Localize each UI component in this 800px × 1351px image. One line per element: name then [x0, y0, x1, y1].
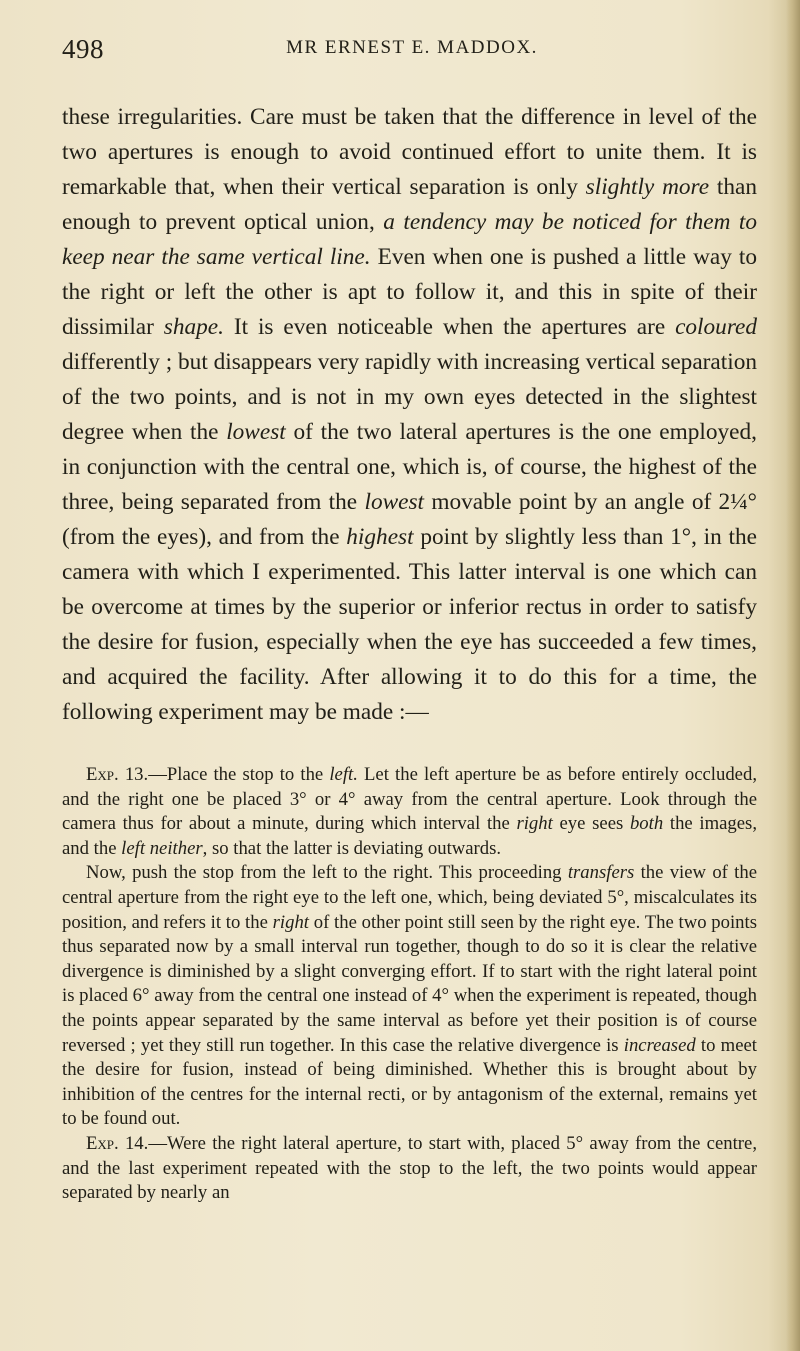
text-run: these irregularities. Care must be taken that the difference in level of the two apertures is enough to avoid continued effort to unite them. It is remarkable that, when their vertical separation is only	[62, 104, 757, 200]
italic-text: transfers	[567, 862, 635, 884]
italic-text: highest	[346, 524, 414, 550]
experiment-text	[62, 763, 757, 1206]
running-head: MR ERNEST E. MADDOX.	[286, 37, 538, 58]
page-header	[62, 30, 762, 80]
italic-text: lowest	[364, 489, 425, 515]
italic-text: right	[516, 813, 553, 835]
text-run: of the two lateral apertures is the one employed, in conjunction with the central one, which is, of course, the highest of the three, being separated from the	[62, 419, 757, 515]
italic-text: left.	[329, 764, 358, 785]
page-edge-shadow	[786, 0, 800, 1351]
italic-text: coloured	[675, 314, 758, 340]
italic-text: right	[272, 911, 309, 933]
text-run: —Were the right lateral aperture, to start with, placed 5° away from the centre, and the last experiment repeated with the stop to the left, the two points would appear separated by nearly an	[62, 1132, 757, 1204]
italic-text: both	[629, 813, 664, 835]
text-run: than enough to prevent optical union,	[62, 174, 758, 235]
text-run: of the other point still seen by the right eye. The two points thus separated now by a small interval run together, though to do so it is clear the relative divergence is diminished by a slight converging effort. If to start with the right lateral point is placed 6° away from the central one instead of 4° when the experiment is repeated, though the points appear separated by the same interval as before yet their position is of course reversed ; yet they still run together. In this case the relative divergence is	[62, 911, 757, 1056]
text-run: , so that the latter is deviating outwards.	[202, 837, 502, 859]
text-run: the view of the central aperture from the right eye to the left one, which, being deviated 5°, miscalculates its position, and refers it to the	[62, 862, 757, 933]
text-run: to meet the desire for fusion, instead of being diminished. Whether this is brought about by inhibition of the centres for the internal recti, or by antagonism of the external, remains yet to be found out.	[62, 1034, 757, 1130]
text-run: Now, push the stop from the left to the right. This proceeding	[86, 862, 568, 884]
experiment-label: Exp. 13.	[86, 764, 149, 785]
experiment-14-paragraph	[62, 1132, 757, 1206]
text-run: differently ; but disappears very rapidly with increasing vertical separation of the two points, and is not in my own eyes detected in the slightest degree when the	[62, 349, 758, 445]
paragraph	[62, 100, 757, 730]
text-run: —Place the stop to the	[148, 764, 330, 785]
text-run: eye sees	[552, 813, 630, 835]
text-run: the images, and the	[62, 813, 757, 859]
italic-text: lowest	[226, 419, 286, 445]
experiment-13-paragraph	[62, 763, 757, 861]
italic-text: shape.	[163, 314, 224, 340]
text-run: movable point by an angle of 2¼° (from the eyes), and from the	[62, 489, 757, 550]
italic-text: left neither	[121, 837, 203, 859]
text-run: Let the left aperture be as before entirely occluded, and the right one be placed 3° or 4° away from the central aperture. Look through the camera thus for about a minute, during which interval the	[62, 764, 757, 835]
italic-text: a tendency may be noticed for them to keep near the same vertical line.	[62, 209, 757, 270]
text-run: Even when one is pushed a little way to the right or left the other is apt to follow it, and this in spite of their dissimilar	[62, 244, 758, 340]
page-number: 498	[62, 34, 104, 64]
italic-text: increased	[623, 1034, 696, 1056]
text-run: point by slightly less than 1°, in the camera with which I experimented. This latter interval is one which can be overcome at times by the superior or inferior rectus in order to satisfy the desire for fusion, especially when the eye has succeeded a few times, and acquired the facility. After allowing it to do this for a time, the following experiment may be made :—	[62, 524, 757, 725]
italic-text: slightly more	[585, 174, 710, 200]
text-run: It is even noticeable when the apertures are	[223, 314, 676, 340]
transfer-paragraph	[62, 861, 757, 1132]
experiment-label: Exp. 14.	[86, 1132, 149, 1154]
main-text	[62, 100, 757, 730]
